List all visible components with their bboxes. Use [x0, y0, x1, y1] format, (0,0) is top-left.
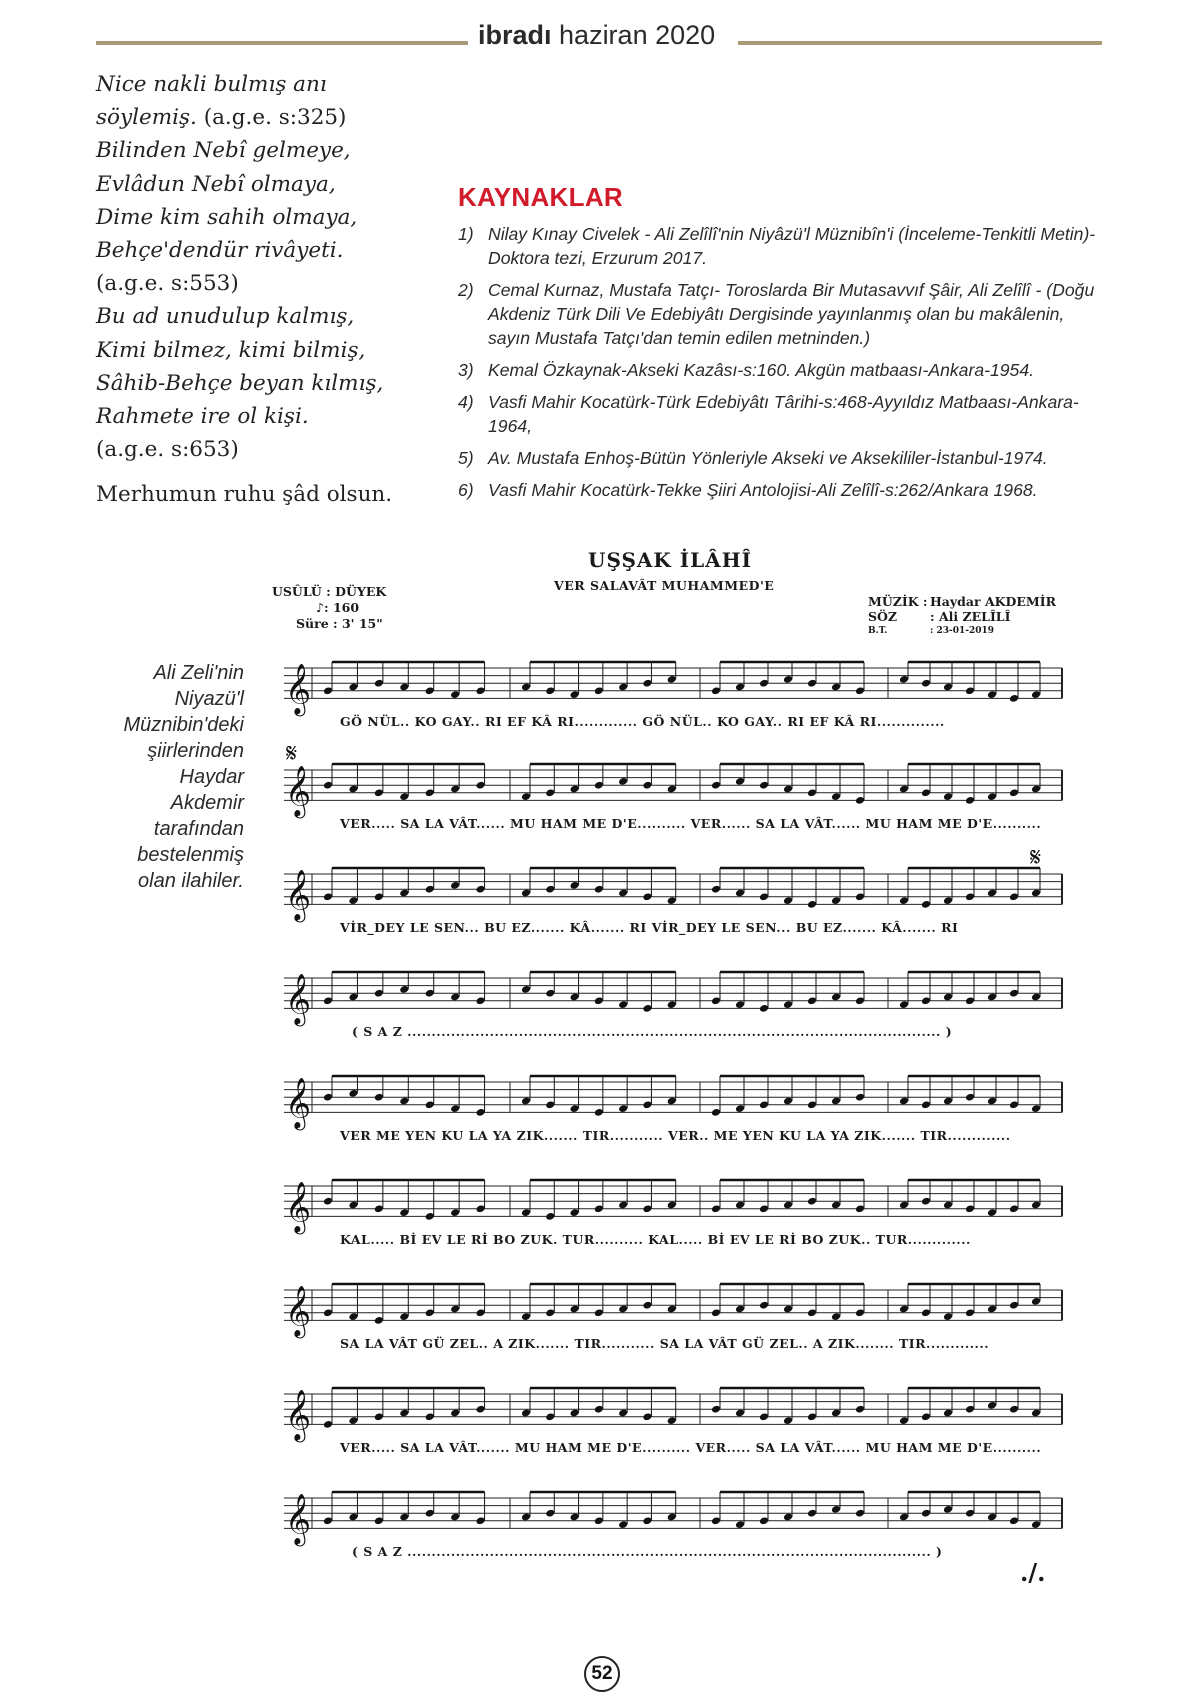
lyrics-line: KAL..... Bİ EV LE Rİ BO ZUK. TUR.......... KAL..... Bİ EV LE Rİ BO ZUK.. TUR.............	[340, 1232, 971, 1247]
treble-clef-icon: 𝄞	[285, 973, 312, 1025]
reference-text: Av. Mustafa Enhoş-Bütün Yönleriyle Akseki ve Aksekililer-İstanbul-1974.	[488, 448, 1048, 468]
references-title: KAYNAKLAR	[458, 182, 623, 212]
lyrics-line: ( S A Z ............................................................................................................ )	[352, 1544, 943, 1559]
poem-line-text: Evlâdun Nebî olmaya,	[96, 171, 336, 197]
end-mark: ./.	[1020, 1558, 1046, 1587]
lyricist-name: : Ali ZELÎLÎ	[930, 609, 1011, 624]
poem-line-text: (a.g.e. s:653)	[96, 437, 239, 463]
composer-label: MÜZİK :	[868, 594, 928, 609]
lyrics-line: VER..... SA LA VÂT...... MU HAM ME D'E.......... VER...... SA LA VÂT...... MU HAM ME D'E..........	[340, 816, 1042, 831]
reference-text: Vasfi Mahir Kocatürk-Tekke Şiiri Antolojisi-Ali Zelîlî-s:262/Ankara 1968.	[488, 480, 1038, 500]
poem-closing: Merhumun ruhu şâd olsun.	[96, 482, 393, 508]
lyrics-line: GÖ NÜL.. KO GAY.. RI EF KÂ RI............. GÖ NÜL.. KO GAY.. RI EF KÂ RI..............	[340, 714, 945, 729]
treble-clef-icon: 𝄞	[285, 765, 312, 817]
poem-line-text: Rahmete ire ol kişi.	[96, 404, 309, 430]
reference-text: Cemal Kurnaz, Mustafa Tatçı- Toroslarda Bir Mutasavvıf Şâir, Ali Zelîlî - (Doğu Akdeniz Türk Dili Ve Edebiyâtı Dergisinde yayınlanmış olan bu makâlenin, sayın Mustafa Tatçı'dan temin edilen metninden.)	[488, 280, 1095, 348]
page-number: 52	[584, 1656, 620, 1692]
poem-line-text: Behçe'dendür rivâyeti.	[96, 238, 344, 264]
lyrics-line: ( S A Z .............................................................................................................. )	[352, 1024, 953, 1039]
reference-number: 2)	[458, 280, 474, 300]
treble-clef-icon: 𝄞	[285, 1285, 312, 1337]
date-label: B.T.	[868, 626, 888, 636]
treble-clef-icon: 𝄞	[285, 1077, 312, 1129]
reference-text: Vasfi Mahir Kocatürk-Türk Edebiyâtı Târihi-s:468-Ayyıldız Matbaası-Ankara-1964,	[488, 392, 1079, 436]
reference-text: Nilay Kınay Civelek - Ali Zelîlî'nin Niyâzü'l Müznibîn'i (İnceleme-Tenkitli Metin)-Doktora tezi, Erzurum 2017.	[488, 224, 1096, 268]
lyrics-line: VER..... SA LA VÂT....... MU HAM ME D'E.......... VER..... SA LA VÂT...... MU HAM ME D'E..........	[340, 1440, 1042, 1455]
composer-name: Haydar AKDEMİR	[930, 594, 1056, 609]
poem-line-text: söylemiş.	[96, 105, 204, 131]
poem-line-text: Nice nakli bulmış anı	[96, 72, 327, 97]
reference-number: 1)	[458, 224, 474, 244]
issue-date: haziran 2020	[559, 20, 716, 50]
poem-citation: (a.g.e. s:325)	[203, 105, 347, 131]
score-subtitle: VER SALAVÂT MUHAMMED'E	[554, 578, 775, 593]
magazine-name: ibradı	[478, 20, 552, 50]
poem-line-text: (a.g.e. s:553)	[96, 271, 239, 297]
segno-icon: 𝄋	[286, 739, 298, 769]
poem-line-text: Kimi bilmez, kimi bilmiş,	[96, 337, 366, 363]
poem-line-text: Dime kim sahih olmaya,	[96, 204, 358, 230]
poem-line-text: Bilinden Nebî gelmeye,	[96, 138, 351, 164]
reference-number: 5)	[458, 448, 474, 468]
lyrics-line: VİR_DEY LE SEN... BU EZ....... KÂ....... RI VİR_DEY LE SEN... BU EZ....... KÂ....... RI	[340, 920, 959, 935]
reference-number: 3)	[458, 360, 474, 380]
reference-text: Kemal Özkaynak-Akseki Kazâsı-s:160. Akgün matbaası-Ankara-1954.	[488, 360, 1034, 380]
segno-icon: 𝄋	[1030, 843, 1042, 873]
reference-number: 6)	[458, 480, 474, 500]
treble-clef-icon: 𝄞	[285, 1493, 312, 1545]
poem-line-text: Sâhib-Behçe beyan kılmış,	[96, 370, 384, 396]
lyrics-line: SA LA VÂT GÜ ZEL.. A ZIK....... TIR........... SA LA VÂT GÜ ZEL.. A ZIK........ TIR.............	[340, 1336, 990, 1351]
poem-line-text: Bu ad unudulup kalmış,	[96, 304, 355, 330]
lyrics-line: VER ME YEN KU LA YA ZIK....... TIR........... VER.. ME YEN KU LA YA ZIK....... TIR.............	[340, 1128, 1011, 1143]
lyricist-label: SÖZ	[868, 609, 898, 624]
date-value: : 23-01-2019	[930, 626, 995, 636]
reference-number: 4)	[458, 392, 474, 412]
duration-text: Süre : 3' 15"	[296, 616, 383, 631]
treble-clef-icon: 𝄞	[285, 663, 312, 715]
tempo-text: ♪: 160	[316, 600, 360, 615]
usul-text: USÛLÜ : DÜYEK	[272, 584, 387, 599]
treble-clef-icon: 𝄞	[285, 1389, 312, 1441]
score-caption: Ali Zeli'nin Niyazü'l Müznibin'deki şiirlerinden Haydar Akdemir tarafından bestelenmiş olan ilahiler.	[123, 662, 244, 892]
treble-clef-icon: 𝄞	[285, 1181, 312, 1233]
score-title: UŞŞAK İLÂHÎ	[588, 548, 752, 572]
treble-clef-icon: 𝄞	[285, 869, 312, 921]
